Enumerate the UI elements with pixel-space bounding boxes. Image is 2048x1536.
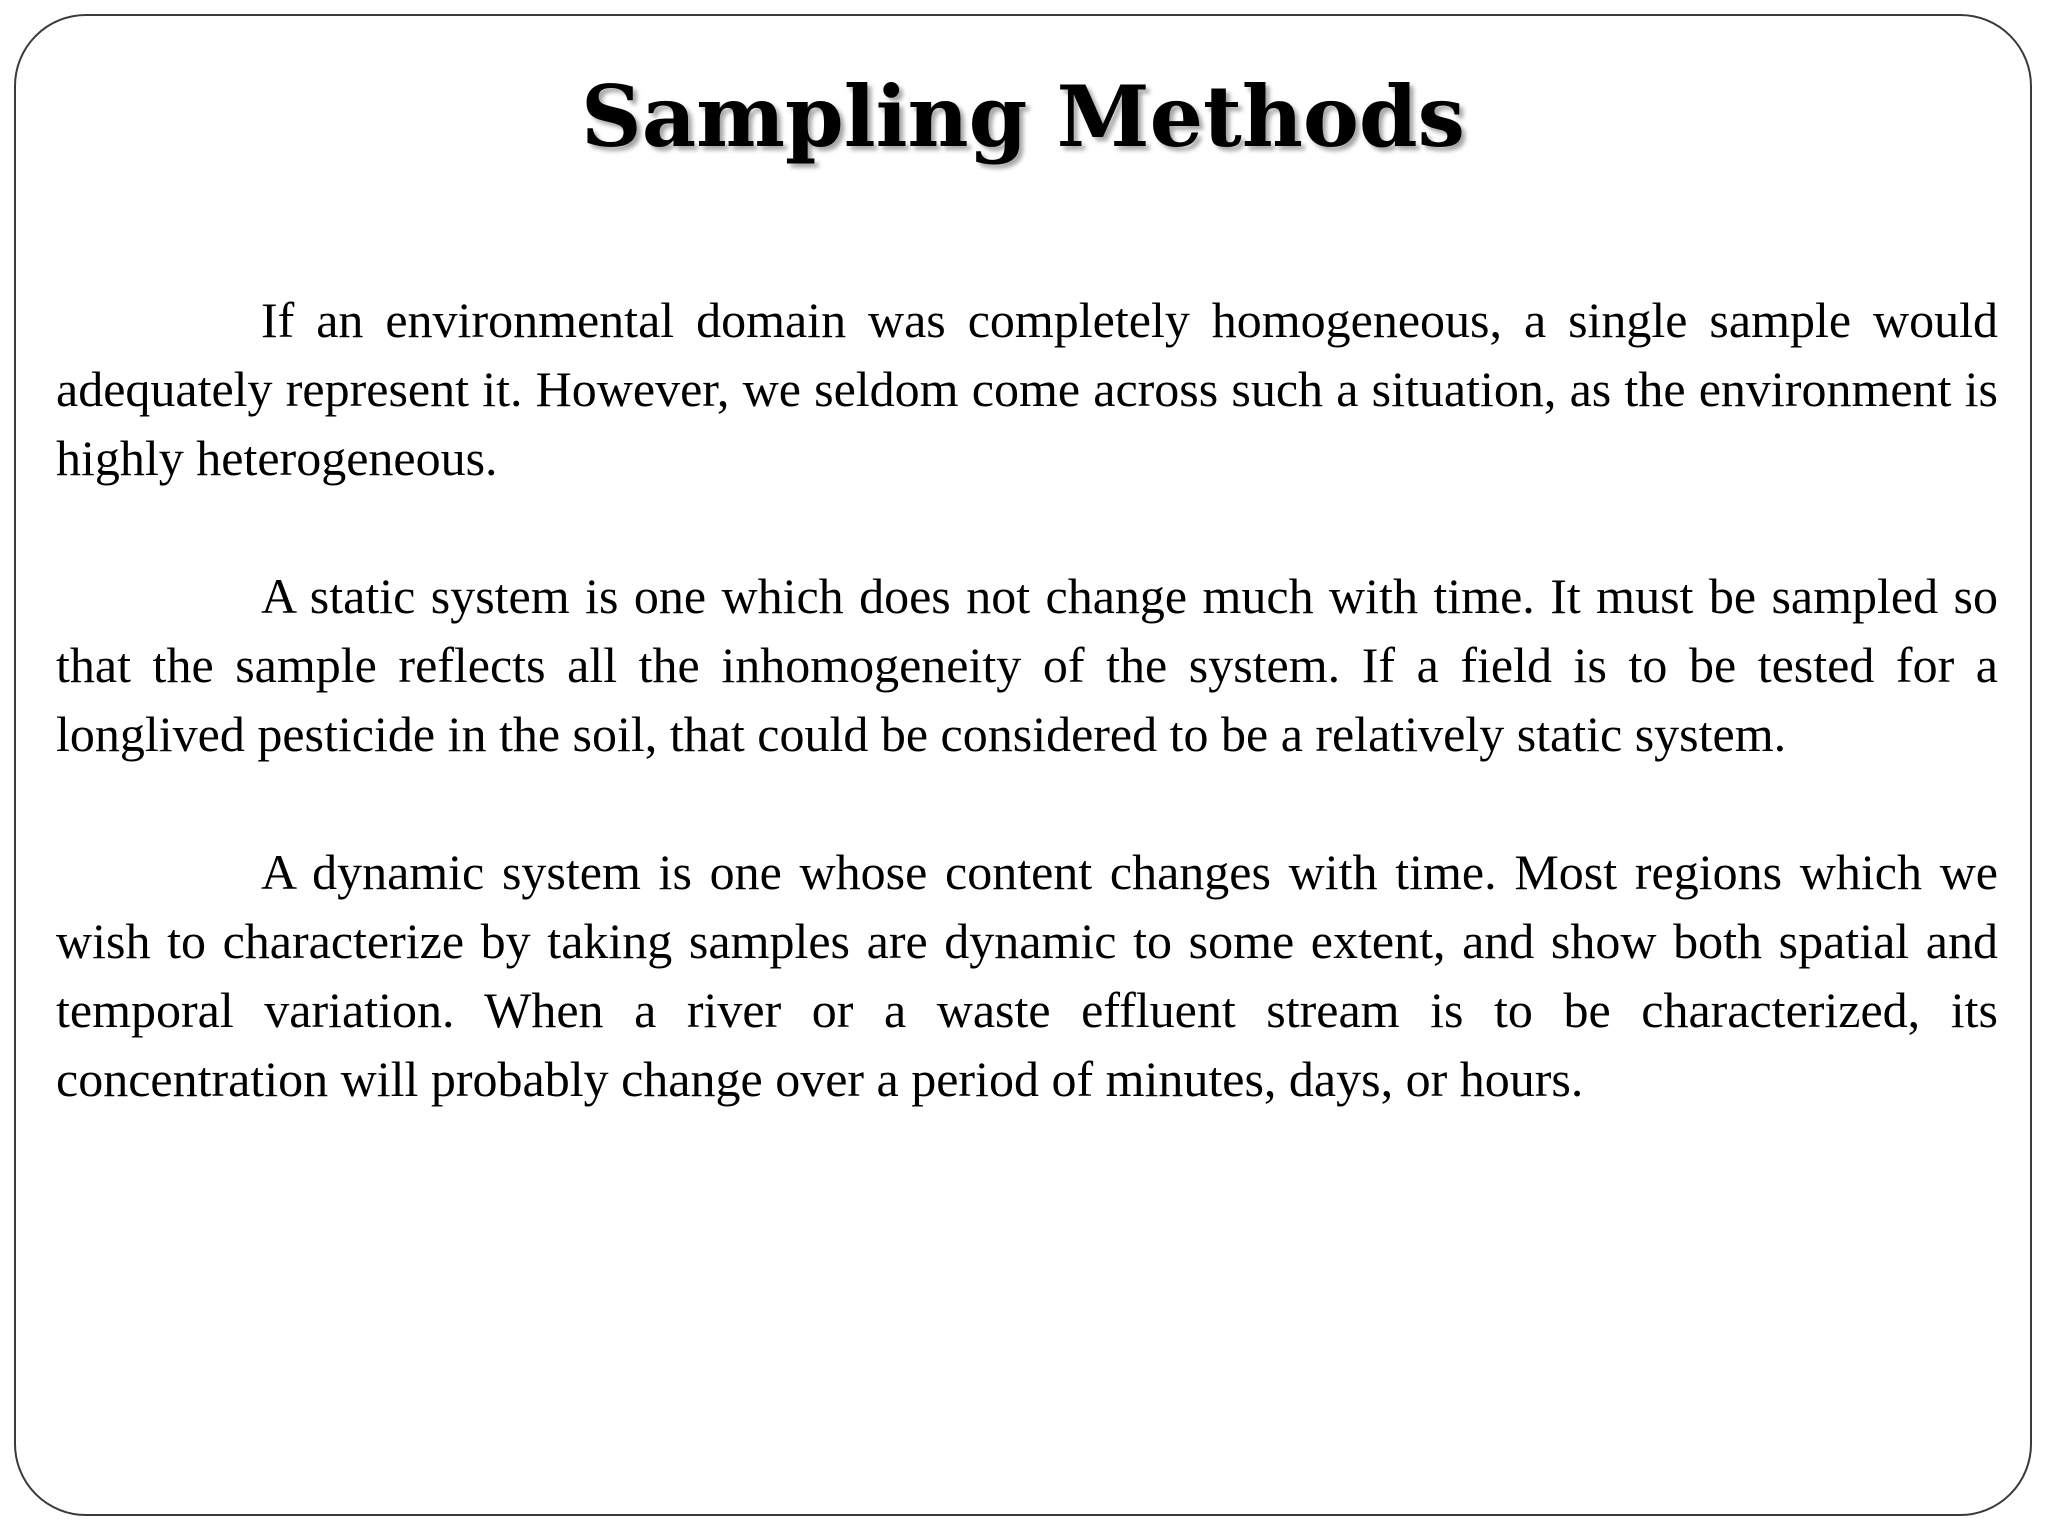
paragraph-homogeneous: If an environmental domain was completely homogeneous, a single sample would adequately represent it. However, we seldom come across such a situation, as the environment is highly heterogeneous. <box>56 292 1998 486</box>
paragraph-dynamic-system: A dynamic system is one whose content changes with time. Most regions which we wish to characterize by taking samples are dynamic to some extent, and show both spatial and temporal variation. When a river or a waste effluent stream is to be characterized, its concentration will probably change over a period of minutes, days, or hours. <box>56 844 1998 1107</box>
paragraph-static-system: A static system is one which does not change much with time. It must be sampled so that the sample reflects all the inhomogeneity of the system. If a field is to be tested for a longlived pesticide in the soil, that could be considered to be a relatively static system. <box>56 568 1998 762</box>
slide-title: Sampling Methods <box>581 67 1465 166</box>
slide-body <box>56 286 1998 1183</box>
slide-frame <box>14 14 2032 1516</box>
